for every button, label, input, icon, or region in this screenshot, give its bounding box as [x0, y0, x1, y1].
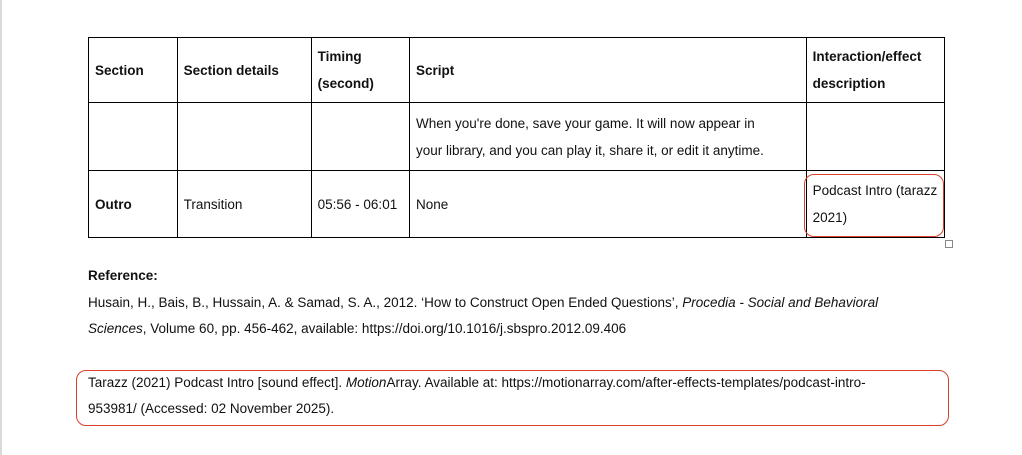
ref1-suffix: , Volume 60, pp. 456-462, available: https://doi.org/10.1016/j.sbspro.2012.09.406: [142, 321, 627, 336]
ref2-publisher-italic: Motion: [345, 375, 387, 390]
cell-section-details[interactable]: [177, 103, 311, 171]
ref2-suffix-line1: . Available at: https://motionarray.com/after-effects-templates/podcast-intro-: [417, 375, 866, 390]
reference-husain: [88, 290, 948, 342]
script-table: [88, 37, 945, 238]
cell-timing[interactable]: [311, 103, 409, 171]
ref2-publisher-rest: Array: [386, 375, 418, 390]
header-interaction-line2: description: [812, 76, 886, 91]
cell-script[interactable]: None: [409, 171, 806, 238]
table-row: [89, 103, 945, 171]
ref2-prefix: Tarazz (2021) Podcast Intro [sound effect].: [88, 375, 346, 390]
ref1-journal-line2: Sciences: [88, 321, 143, 336]
header-interaction-line1: Interaction/effect: [812, 49, 922, 64]
cell-script[interactable]: [409, 103, 806, 171]
header-section-details: Section details: [177, 38, 311, 103]
reference-tarazz: [88, 370, 948, 422]
cell-section[interactable]: [89, 103, 178, 171]
cell-interaction[interactable]: [806, 171, 944, 238]
page-left-edge: [0, 0, 2, 455]
ref1-prefix: Husain, H., Bais, B., Hussain, A. & Samad, S. A., 2012. ‘How to Construct Open Ended Questions’,: [88, 295, 683, 310]
ref1-journal-line1: Procedia - Social and Behavioral: [682, 295, 879, 310]
cell-section-details[interactable]: Transition: [177, 171, 311, 238]
interaction-line2: 2021): [812, 210, 848, 225]
cell-interaction[interactable]: [806, 103, 944, 171]
interaction-line1: Podcast Intro (tarazz: [812, 183, 938, 198]
ref2-suffix-line2: 953981/ (Accessed: 02 November 2025).: [88, 401, 335, 416]
header-script: Script: [409, 38, 806, 103]
table-header-row: [89, 38, 945, 103]
table-resize-handle[interactable]: [945, 240, 953, 248]
header-timing-line1: Timing: [317, 49, 362, 64]
header-timing-line2: (second): [317, 76, 374, 91]
script-line1: When you're done, save your game. It will now appear in: [415, 115, 755, 131]
header-section: Section: [89, 38, 178, 103]
cell-section[interactable]: Outro: [89, 171, 178, 238]
cell-timing[interactable]: 05:56 - 06:01: [311, 171, 409, 238]
script-line2: your library, and you can play it, share it, or edit it anytime.: [415, 142, 764, 158]
header-timing: [311, 38, 409, 103]
table-row: [89, 171, 945, 238]
reference-heading: Reference:: [88, 268, 158, 283]
header-interaction: [806, 38, 944, 103]
